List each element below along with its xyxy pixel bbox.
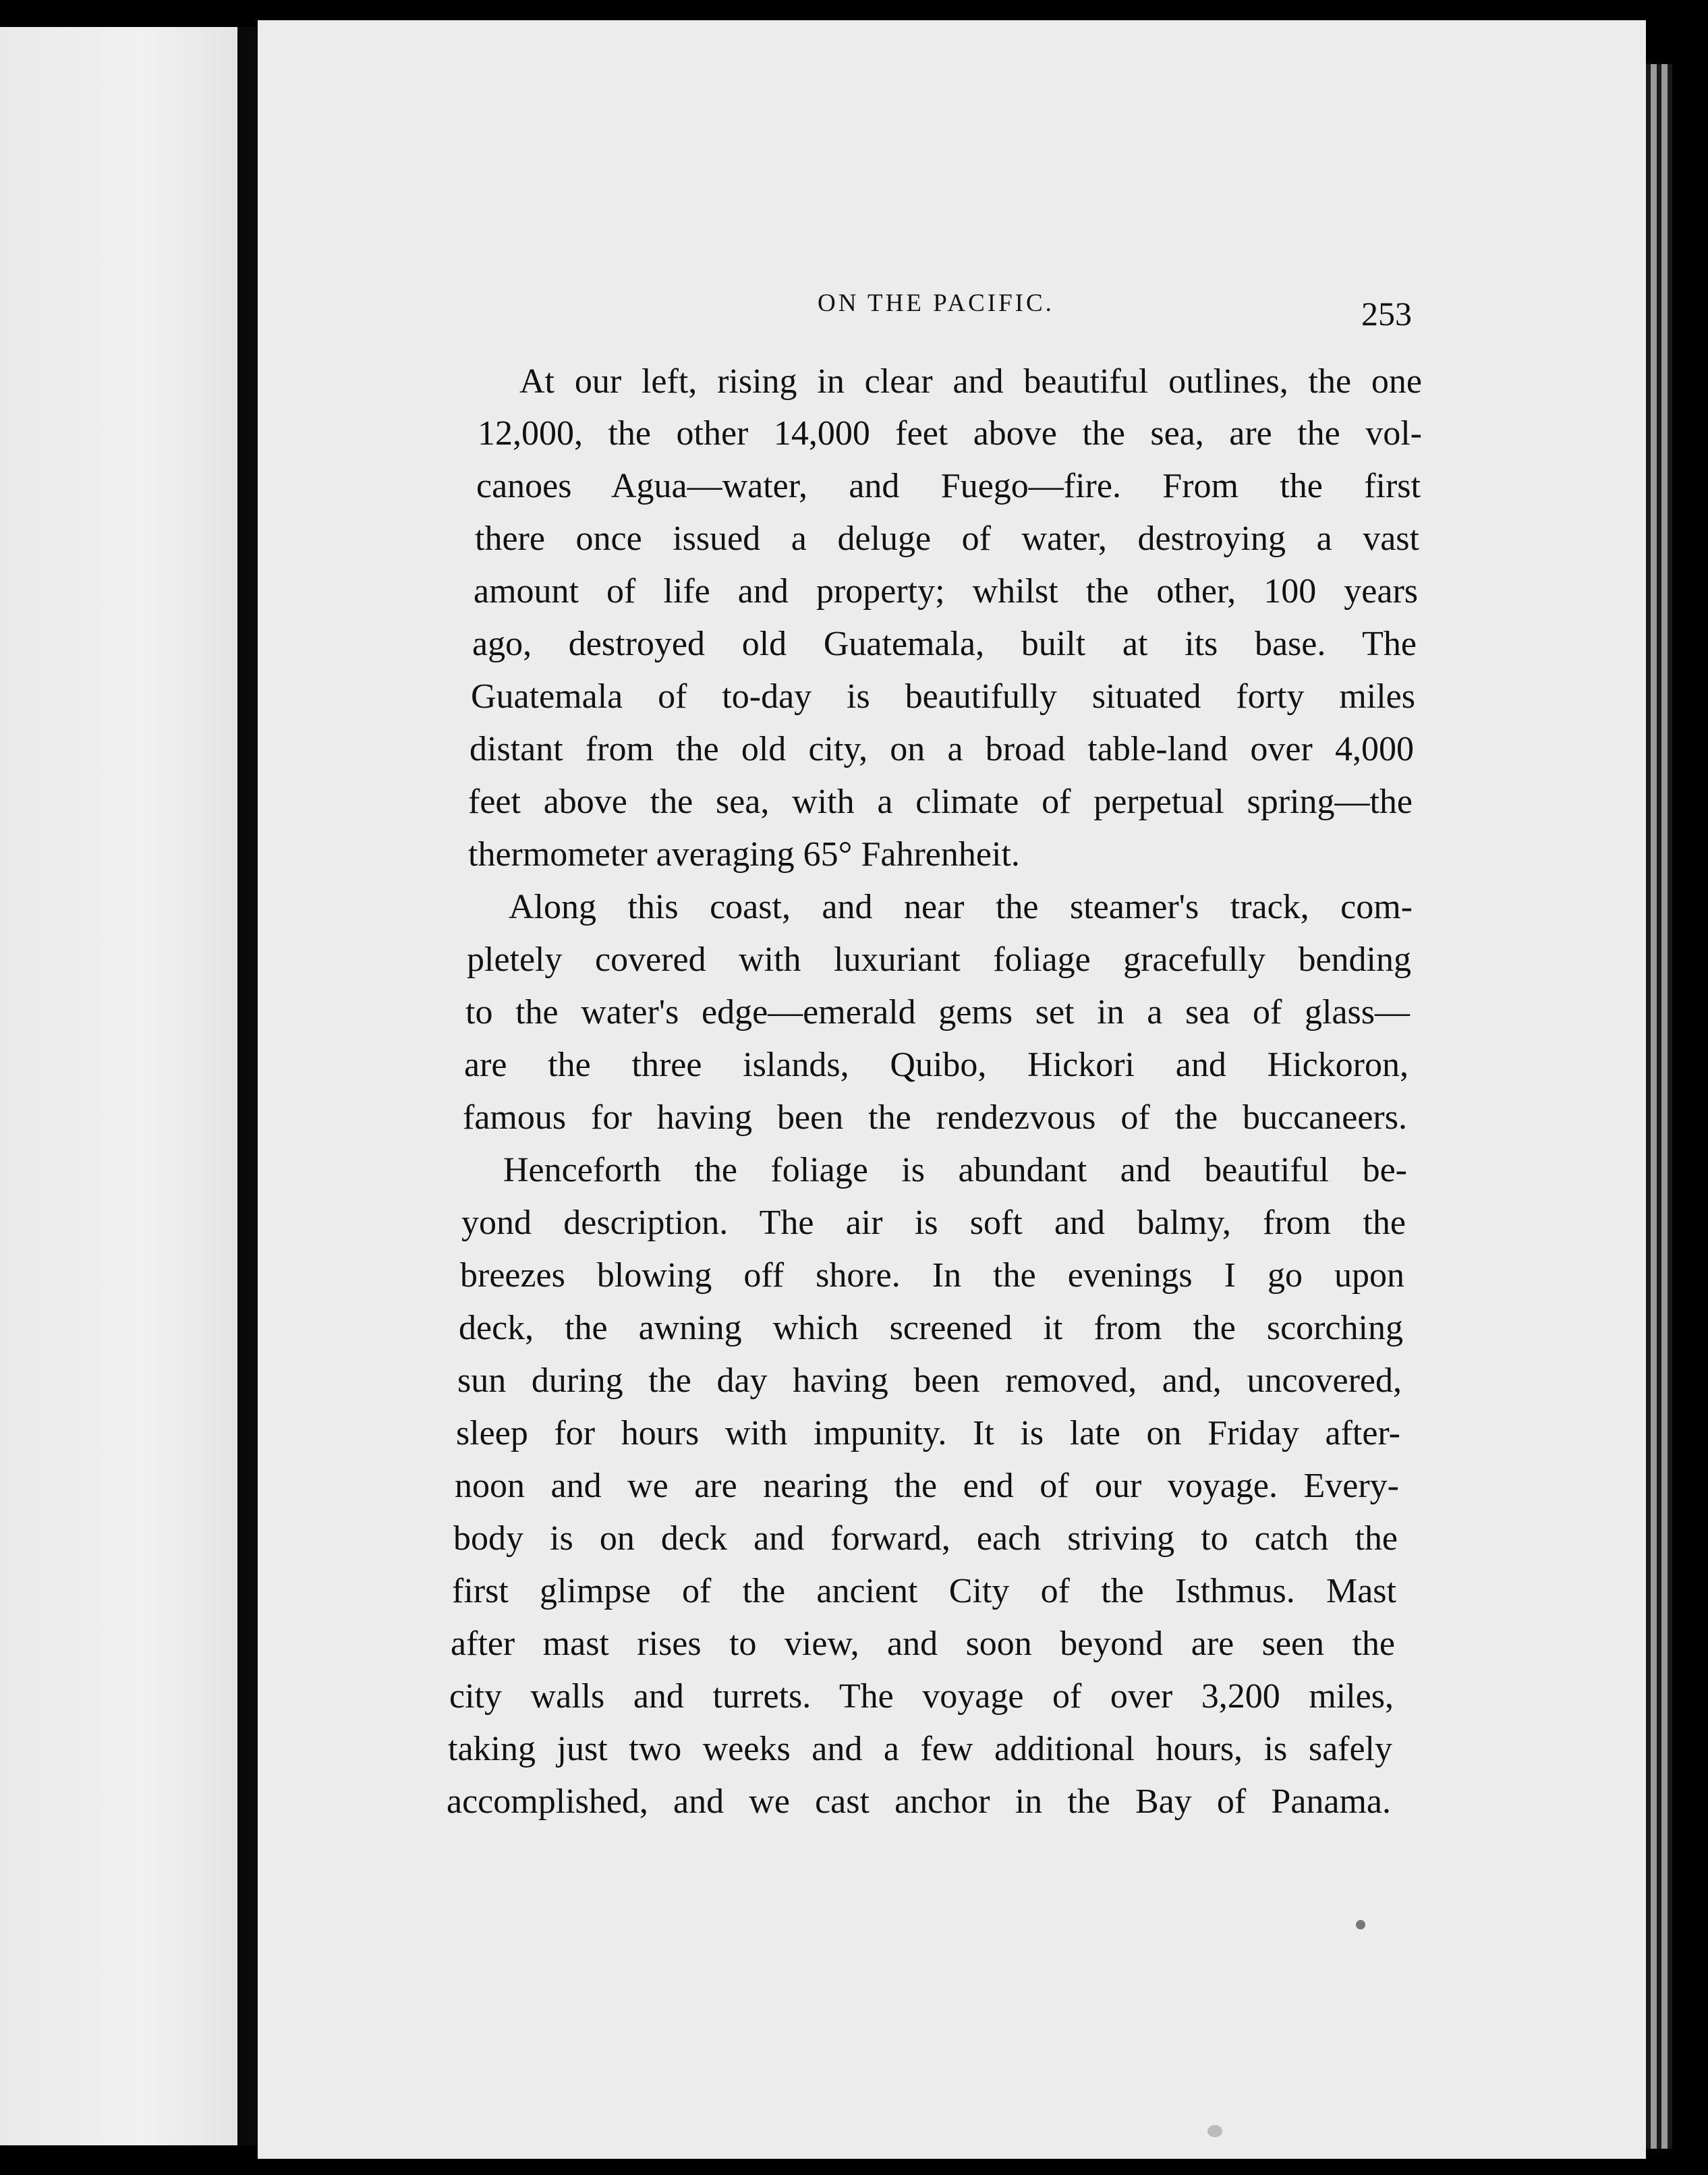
left-page bbox=[0, 27, 237, 2145]
text-line: to the water's edge—emerald gems set in a sea of glass— bbox=[465, 993, 1410, 1032]
page-edge-line bbox=[1668, 64, 1672, 2149]
text-line: after mast rises to view, and soon beyond are seen the bbox=[451, 1625, 1395, 1663]
text-line: sleep for hours with impunity. It is late on Friday after- bbox=[456, 1414, 1400, 1452]
text-line: deck, the awning which screened it from the scorching bbox=[459, 1309, 1403, 1347]
running-head: ON THE PACIFIC. bbox=[818, 289, 1054, 317]
text-line: sun during the day having been removed, and, uncovered, bbox=[457, 1361, 1402, 1400]
text-line: accomplished, and we cast anchor in the Bay of Panama. bbox=[447, 1782, 1391, 1821]
scan-speck bbox=[1356, 1920, 1365, 1929]
page-edge-leaf bbox=[1651, 64, 1657, 2149]
text-line: yond description. The air is soft and balmy, from the bbox=[461, 1204, 1406, 1242]
text-line: famous for having been the rendezvous of the buccaneers. bbox=[463, 1098, 1407, 1137]
text-line: city walls and turrets. The voyage of over 3,200 miles, bbox=[449, 1677, 1394, 1716]
text-line: distant from the old city, on a broad table-land over 4,000 bbox=[469, 730, 1414, 768]
text-line: first glimpse of the ancient City of the Isthmus. Mast bbox=[452, 1572, 1396, 1610]
text-line: Guatemala of to-day is beautifully situated forty miles bbox=[471, 677, 1415, 716]
text-line: Along this coast, and near the steamer's track, com- bbox=[509, 888, 1413, 926]
text-line: body is on deck and forward, each striving to catch the bbox=[453, 1519, 1398, 1558]
text-line: taking just two weeks and a few additional hours, is safely bbox=[448, 1730, 1392, 1768]
text-line: At our left, rising in clear and beautiful outlines, the one bbox=[519, 362, 1422, 401]
text-line: feet above the sea, with a climate of perpetual spring—the bbox=[468, 783, 1413, 821]
book-gutter bbox=[237, 27, 258, 2145]
scan-speck bbox=[1207, 2125, 1222, 2137]
page-edge-leaf bbox=[1661, 64, 1668, 2149]
text-line: amount of life and property; whilst the other, 100 years bbox=[474, 572, 1418, 611]
right-page bbox=[258, 20, 1646, 2159]
text-line: there once issued a deluge of water, destroying a vast bbox=[475, 519, 1419, 558]
text-line: are the three islands, Quibo, Hickori and Hickoron, bbox=[464, 1046, 1408, 1084]
text-line: ago, destroyed old Guatemala, built at its base. The bbox=[472, 625, 1417, 663]
text-line: noon and we are nearing the end of our voyage. Every- bbox=[455, 1467, 1399, 1505]
text-line: Henceforth the foliage is abundant and beautiful be- bbox=[503, 1151, 1407, 1189]
text-line: pletely covered with luxuriant foliage gracefully bending bbox=[467, 940, 1411, 979]
text-line: breezes blowing off shore. In the evenings I go upon bbox=[460, 1256, 1404, 1295]
text-line: 12,000, the other 14,000 feet above the sea, are the vol- bbox=[478, 414, 1422, 453]
page-number: 253 bbox=[1361, 295, 1412, 333]
text-line: thermometer averaging 65° Fahrenheit. bbox=[468, 835, 1020, 874]
page-edge-line bbox=[1646, 64, 1651, 2149]
page-edge-line bbox=[1657, 64, 1661, 2149]
text-line: canoes Agua—water, and Fuego—fire. From the first bbox=[476, 467, 1421, 505]
